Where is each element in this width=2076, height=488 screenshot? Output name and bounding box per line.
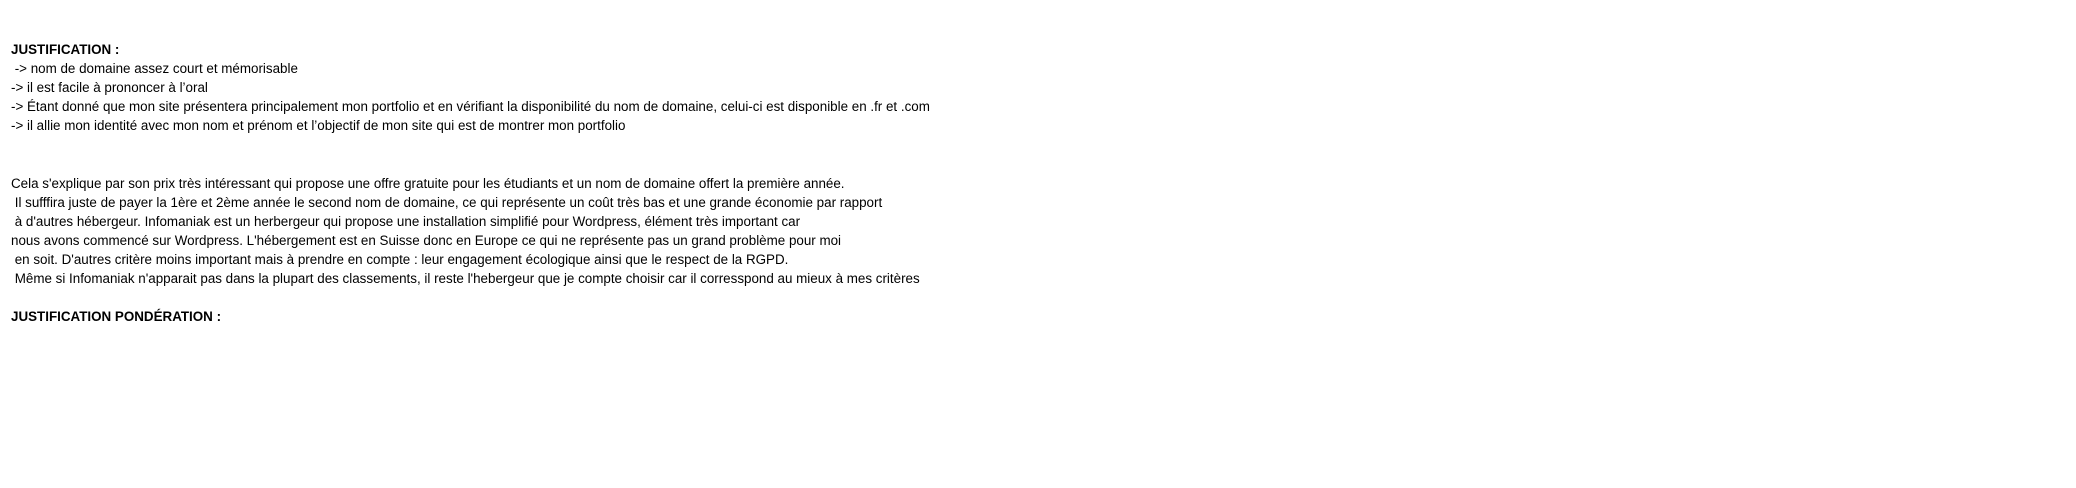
- justification-item: -> nom de domaine assez court et mémorisable: [11, 61, 298, 77]
- weighting-title: JUSTIFICATION PONDÉRATION :: [11, 309, 222, 325]
- justification-item: -> Étant donné que mon site présentera principalement mon portfolio et en vérifiant la disponibilité du nom de domaine, celui-ci est disponible en .fr et .com: [11, 99, 930, 115]
- justification-item: -> il est facile à prononcer à l’oral: [11, 80, 208, 96]
- domain-line: [11, 21, 2076, 40]
- criterion-hosting-location: [11, 384, 2076, 403]
- criterion-ranking: [11, 441, 2076, 460]
- criterion-ecology: [11, 403, 2076, 422]
- provider-text-line: Même si Infomaniak n'apparait pas dans la plupart des classements, il reste l'hebergeur que je compte choisir car il corresspond au mieux à mes critères: [11, 271, 920, 287]
- justification-item: -> il allie mon identité avec mon nom et prénom et l’objectif de mon site qui est de montrer mon portfolio: [11, 118, 626, 134]
- spacer: [11, 136, 2076, 155]
- provider-text-line: Cela s'explique par son prix très intéressant qui propose une offre gratuite pour les étudiants et un nom de domaine offert la première année.: [11, 175, 845, 191]
- justification-title: JUSTIFICATION :: [11, 42, 120, 58]
- provider-text-line: à d'autres hébergeur. Infomaniak est un herbergeur qui propose une installation simplifié pour Wordpress, élément très important car: [11, 213, 801, 229]
- provider-text-line: en soit. D'autres critère moins important mais à prendre en compte : leur engagement écologique ainsi que le respect de la RGPD.: [11, 252, 789, 268]
- spacer: [11, 327, 2076, 346]
- provider-text-line: nous avons commencé sur Wordpress. L'hébergement est en Suisse donc en Europe ce qui ne représente pas un grand problème pour moi: [11, 233, 842, 249]
- criterion-price: [11, 346, 2076, 365]
- document-cell-content: [11, 21, 2076, 460]
- spacer: [11, 288, 2076, 307]
- criterion-wordpress: [11, 365, 2076, 384]
- criterion-gdpr: [11, 422, 2076, 441]
- provider-text-line: Il sufffira juste de payer la 1ère et 2ème année le second nom de domaine, ce qui représente un coût très bas et une grande économie par rapport: [11, 194, 883, 210]
- provider-line: [11, 155, 2076, 174]
